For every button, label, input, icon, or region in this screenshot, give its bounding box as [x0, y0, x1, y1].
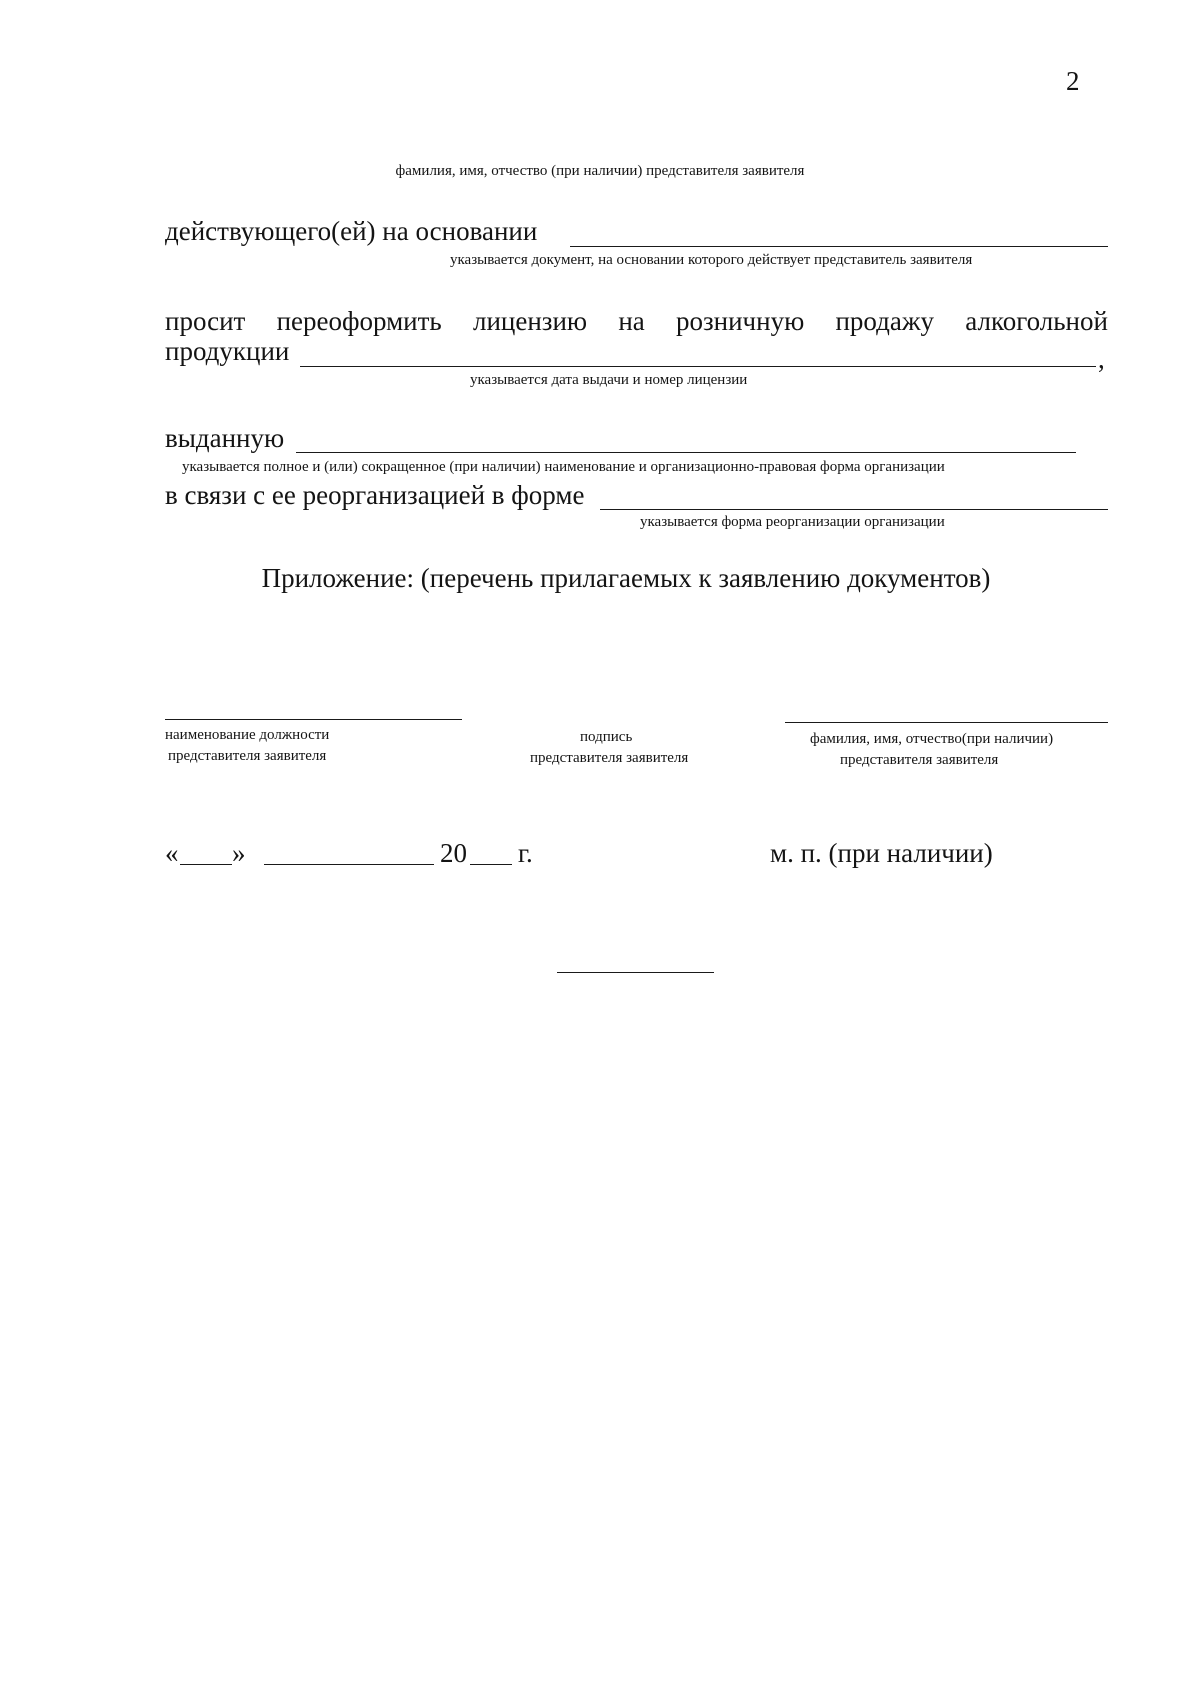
date-year-field[interactable] [470, 864, 512, 865]
position-caption: наименование должности [165, 727, 330, 743]
end-divider [557, 972, 714, 973]
date-close-quote: » [232, 838, 246, 868]
hint-basis-document: указывается документ, на основании которого действует представитель заявителя [450, 252, 973, 268]
request-word: просит [165, 306, 246, 336]
request-word: лицензию [472, 306, 588, 336]
basis-document-field[interactable] [570, 246, 1108, 247]
date-open-quote: « [165, 838, 179, 868]
acting-basis-label: действующего(ей) на основании [165, 216, 538, 246]
request-word: переоформить [276, 306, 442, 336]
organization-name-field[interactable] [296, 452, 1076, 453]
attachment-heading: Приложение: (перечень прилагаемых к заявлению документов) [261, 563, 991, 593]
license-comma: , [1098, 344, 1105, 374]
date-month-field[interactable] [264, 864, 434, 865]
request-word: алкогольной [965, 306, 1108, 336]
license-details-field[interactable] [300, 366, 1096, 367]
request-word: розничную [675, 306, 805, 336]
date-year-suffix: г. [518, 838, 533, 868]
request-word: продажу [835, 306, 935, 336]
full-name-caption: представителя заявителя [840, 752, 999, 768]
full-name-caption: фамилия, имя, отчество(при наличии) [810, 731, 1054, 747]
date-day-field[interactable] [180, 864, 232, 865]
request-word: на [618, 306, 645, 336]
issued-label: выданную [165, 423, 285, 453]
position-caption: представителя заявителя [168, 748, 327, 764]
position-signature-field[interactable] [165, 719, 462, 720]
hint-organization: указывается полное и (или) сокращенное (при наличии) наименование и организационно-правовая форма организации [182, 459, 945, 475]
full-name-signature-field[interactable] [785, 722, 1108, 723]
hint-license: указывается дата выдачи и номер лицензии [470, 372, 748, 388]
signature-caption: представителя заявителя [530, 750, 689, 766]
page-number: 2 [1066, 66, 1080, 96]
hint-reorganization: указывается форма реорганизации организации [640, 514, 945, 530]
reorganization-label: в связи с ее реорганизацией в форме [165, 480, 585, 510]
signature-caption: подпись [580, 729, 633, 745]
hint-representative-name: фамилия, имя, отчество (при наличии) представителя заявителя [395, 163, 805, 179]
stamp-label: м. п. (при наличии) [770, 838, 993, 868]
reorganization-form-field[interactable] [600, 509, 1108, 510]
request-sentence [165, 306, 1108, 337]
products-label: продукции [165, 336, 290, 366]
date-year-prefix: 20 [440, 838, 467, 868]
